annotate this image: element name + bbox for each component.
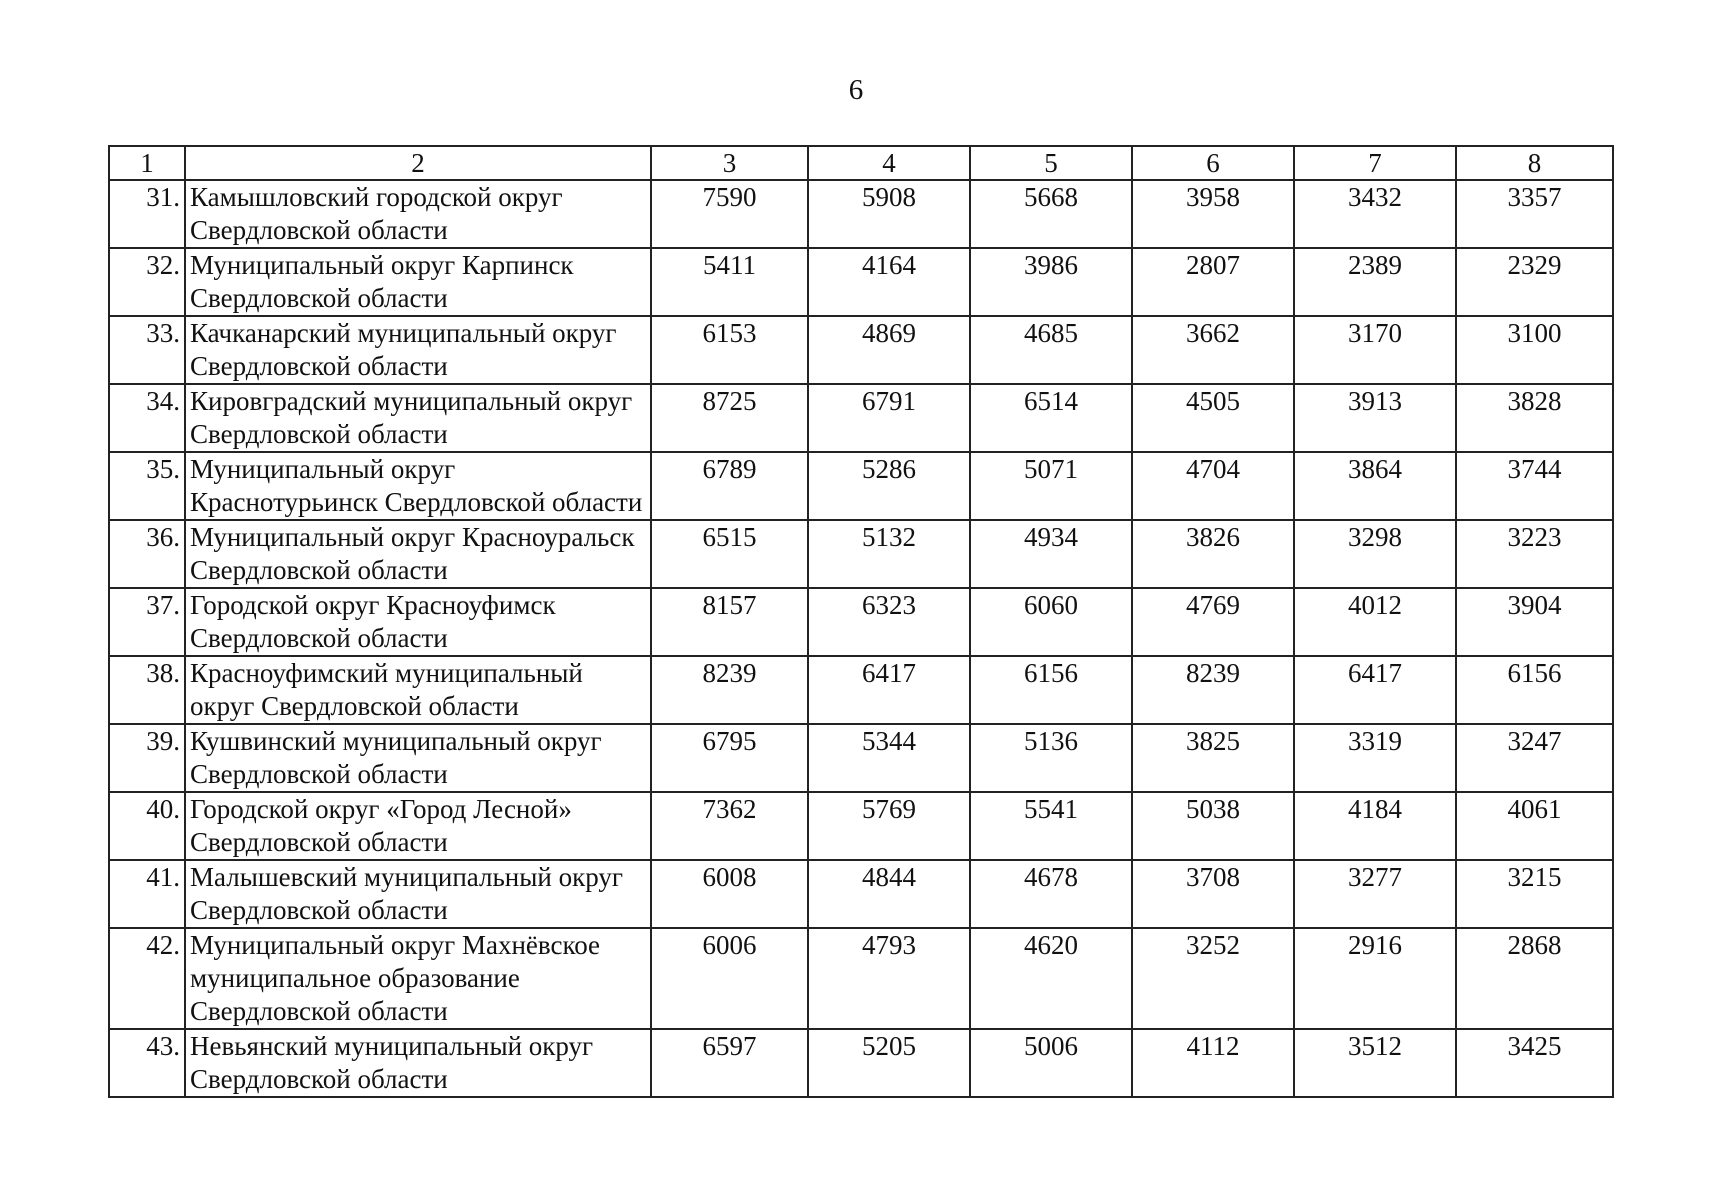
value-cell: 3425 [1456,1029,1613,1097]
page-number: 6 [848,74,864,106]
value-cell: 3826 [1132,520,1294,588]
column-header: 5 [970,146,1132,180]
value-cell: 4061 [1456,792,1613,860]
value-cell: 6417 [1294,656,1456,724]
table-row [109,860,1613,928]
value-cell: 6417 [808,656,970,724]
row-number: 35. [109,452,185,520]
row-number: 39. [109,724,185,792]
value-cell: 8239 [651,656,808,724]
value-cell: 5071 [970,452,1132,520]
column-header: 4 [808,146,970,180]
table-row [109,180,1613,248]
value-cell: 8725 [651,384,808,452]
value-cell: 6597 [651,1029,808,1097]
value-cell: 2868 [1456,928,1613,1029]
table-row [109,316,1613,384]
value-cell: 5006 [970,1029,1132,1097]
table-row [109,656,1613,724]
value-cell: 3298 [1294,520,1456,588]
value-cell: 7590 [651,180,808,248]
value-cell: 4685 [970,316,1132,384]
value-cell: 5541 [970,792,1132,860]
value-cell: 5286 [808,452,970,520]
value-cell: 5132 [808,520,970,588]
municipality-name: Качканарский муниципальный округ Свердловской области [185,316,651,384]
value-cell: 3864 [1294,452,1456,520]
column-header: 3 [651,146,808,180]
municipality-name: Муниципальный округ Карпинск Свердловской области [185,248,651,316]
value-cell: 4164 [808,248,970,316]
municipality-name: Городской округ Красноуфимск Свердловской области [185,588,651,656]
value-cell: 3512 [1294,1029,1456,1097]
table-row [109,792,1613,860]
value-cell: 4505 [1132,384,1294,452]
municipality-name: Невьянский муниципальный округ Свердловской области [185,1029,651,1097]
row-number: 43. [109,1029,185,1097]
value-cell: 4184 [1294,792,1456,860]
row-number: 33. [109,316,185,384]
table-row [109,1029,1613,1097]
table-row [109,384,1613,452]
value-cell: 4869 [808,316,970,384]
value-cell: 5411 [651,248,808,316]
value-cell: 6153 [651,316,808,384]
table-row [109,452,1613,520]
municipality-name: Муниципальный округ Краснотурьинск Свердловской области [185,452,651,520]
value-cell: 6006 [651,928,808,1029]
municipality-name: Малышевский муниципальный округ Свердловской области [185,860,651,928]
value-cell: 6060 [970,588,1132,656]
value-cell: 5136 [970,724,1132,792]
value-cell: 4793 [808,928,970,1029]
row-number: 41. [109,860,185,928]
value-cell: 3223 [1456,520,1613,588]
value-cell: 3828 [1456,384,1613,452]
column-header: 8 [1456,146,1613,180]
value-cell: 2329 [1456,248,1613,316]
value-cell: 4678 [970,860,1132,928]
column-header: 2 [185,146,651,180]
column-header: 1 [109,146,185,180]
table-row [109,928,1613,1029]
municipality-name: Кушвинский муниципальный округ Свердловской области [185,724,651,792]
table-header-row [109,146,1613,180]
value-cell: 3215 [1456,860,1613,928]
value-cell: 3913 [1294,384,1456,452]
value-cell: 5344 [808,724,970,792]
value-cell: 3170 [1294,316,1456,384]
value-cell: 5668 [970,180,1132,248]
table-body [109,180,1613,1097]
value-cell: 3357 [1456,180,1613,248]
value-cell: 6008 [651,860,808,928]
value-cell: 3904 [1456,588,1613,656]
value-cell: 8157 [651,588,808,656]
value-cell: 2916 [1294,928,1456,1029]
value-cell: 6156 [1456,656,1613,724]
value-cell: 4704 [1132,452,1294,520]
value-cell: 3662 [1132,316,1294,384]
column-header: 7 [1294,146,1456,180]
value-cell: 3825 [1132,724,1294,792]
value-cell: 3958 [1132,180,1294,248]
value-cell: 3277 [1294,860,1456,928]
value-cell: 3986 [970,248,1132,316]
value-cell: 3708 [1132,860,1294,928]
value-cell: 2807 [1132,248,1294,316]
value-cell: 6789 [651,452,808,520]
municipality-name: Муниципальный округ Красноуральск Свердловской области [185,520,651,588]
value-cell: 3319 [1294,724,1456,792]
value-cell: 5038 [1132,792,1294,860]
table-row [109,520,1613,588]
municipality-name: Кировградский муниципальный округ Свердловской области [185,384,651,452]
value-cell: 4012 [1294,588,1456,656]
municipality-name: Камышловский городской округ Свердловской области [185,180,651,248]
value-cell: 6514 [970,384,1132,452]
table-row [109,588,1613,656]
municipality-name: Красноуфимский муниципальный округ Свердловской области [185,656,651,724]
value-cell: 5205 [808,1029,970,1097]
value-cell: 6795 [651,724,808,792]
value-cell: 3744 [1456,452,1613,520]
row-number: 42. [109,928,185,1029]
value-cell: 3252 [1132,928,1294,1029]
value-cell: 3100 [1456,316,1613,384]
value-cell: 5908 [808,180,970,248]
value-cell: 5769 [808,792,970,860]
value-cell: 2389 [1294,248,1456,316]
row-number: 32. [109,248,185,316]
row-number: 37. [109,588,185,656]
row-number: 31. [109,180,185,248]
value-cell: 3247 [1456,724,1613,792]
column-header: 6 [1132,146,1294,180]
value-cell: 6791 [808,384,970,452]
value-cell: 4844 [808,860,970,928]
value-cell: 4112 [1132,1029,1294,1097]
table-row [109,248,1613,316]
municipality-name: Муниципальный округ Махнёвское муниципальное образование Свердловской области [185,928,651,1029]
value-cell: 7362 [651,792,808,860]
municipality-name: Городской округ «Город Лесной» Свердловской области [185,792,651,860]
data-table [108,145,1614,1098]
value-cell: 4620 [970,928,1132,1029]
value-cell: 4769 [1132,588,1294,656]
value-cell: 3432 [1294,180,1456,248]
value-cell: 6515 [651,520,808,588]
value-cell: 4934 [970,520,1132,588]
value-cell: 6156 [970,656,1132,724]
row-number: 38. [109,656,185,724]
value-cell: 6323 [808,588,970,656]
row-number: 36. [109,520,185,588]
row-number: 34. [109,384,185,452]
value-cell: 8239 [1132,656,1294,724]
row-number: 40. [109,792,185,860]
table-row [109,724,1613,792]
